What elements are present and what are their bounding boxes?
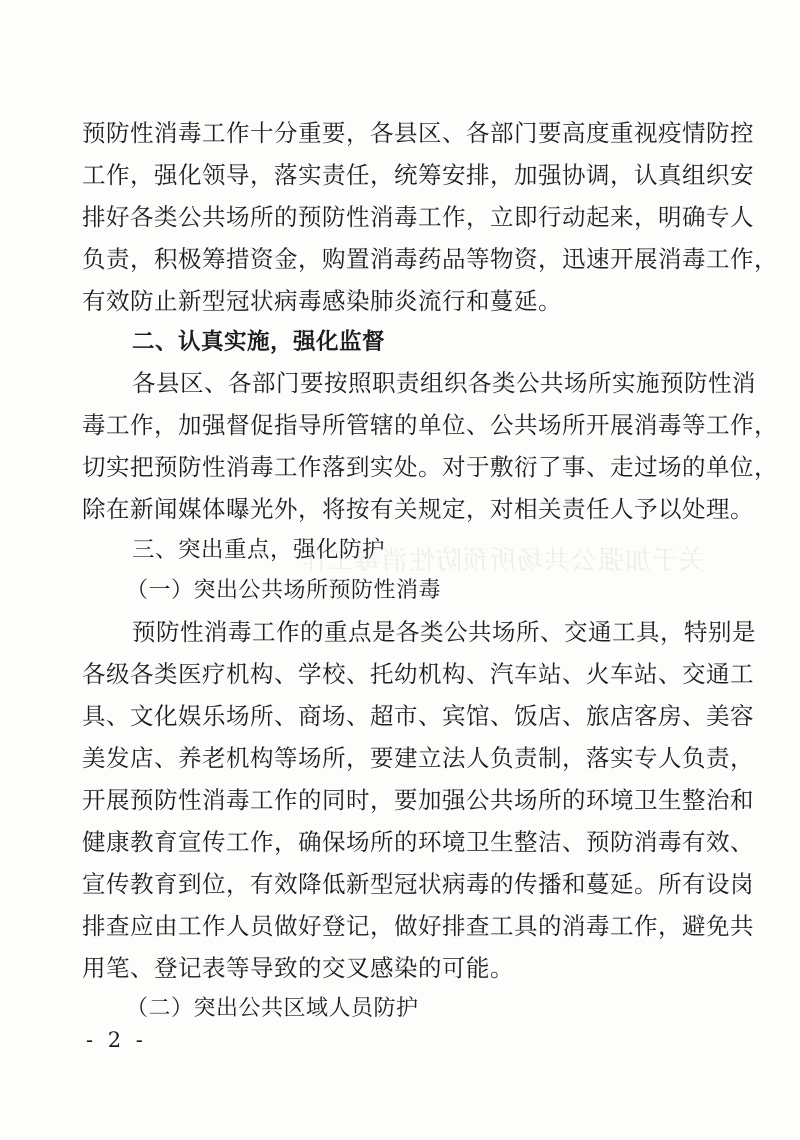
body-line: 工作，强化领导，落实责任，统筹安排，加强协调，认真组织安 xyxy=(82,161,754,189)
bleed-through-text: 关于加强公共场所预防性消毒工作 xyxy=(300,546,706,576)
body-line: 毒工作，加强督促指导所管辖的单位、公共场所开展消毒等工作， xyxy=(82,411,778,439)
body-line: 排好各类公共场所的预防性消毒工作，立即行动起来，明确专人 xyxy=(82,203,754,231)
body-line: 具、文化娱乐场所、商场、超市、宾馆、饭店、旅店客房、美容 xyxy=(82,702,754,730)
body-line: 预防性消毒工作的重点是各类公共场所、交通工具，特别是 xyxy=(132,618,756,646)
section-heading: 三、突出重点，强化防护 xyxy=(132,537,386,563)
body-line: 开展预防性消毒工作的同时，要加强公共场所的环境卫生整治和 xyxy=(82,786,754,814)
body-line: 美发店、养老机构等场所，要建立法人负责制，落实专人负责， xyxy=(82,744,754,772)
body-line: 预防性消毒工作十分重要，各县区、各部门要高度重视疫情防控 xyxy=(82,119,754,147)
body-line: 用笔、登记表等导致的交叉感染的可能。 xyxy=(82,954,514,982)
body-line: 宣传教育到位，有效降低新型冠状病毒的传播和蔓延。所有设岗 xyxy=(82,870,754,898)
subsection-heading: （二）突出公共区域人员防护 xyxy=(126,996,419,1021)
body-line: 有效防止新型冠状病毒感染肺炎流行和蔓延。 xyxy=(82,287,562,315)
body-line: 排查应由工作人员做好登记，做好排查工具的消毒工作，避免共 xyxy=(82,912,754,940)
body-line: 各级各类医疗机构、学校、托幼机构、汽车站、火车站、交通工 xyxy=(82,660,754,688)
body-line: 切实把预防性消毒工作落到实处。对于敷衍了事、走过场的单位， xyxy=(82,453,778,481)
body-line: 负责，积极筹措资金，购置消毒药品等物资，迅速开展消毒工作， xyxy=(82,245,778,273)
body-line: 各县区、各部门要按照职责组织各类公共场所实施预防性消 xyxy=(132,369,756,397)
body-line: 除在新闻媒体曝光外，将按有关规定，对相关责任人予以处理。 xyxy=(82,495,754,523)
page-number: - 2 - xyxy=(86,1028,147,1052)
subsection-heading: （一）突出公共场所预防性消毒 xyxy=(126,578,442,603)
body-line: 健康教育宣传工作，确保场所的环境卫生整洁、预防消毒有效、 xyxy=(82,828,754,856)
section-heading: 二、认真实施，强化监督 xyxy=(132,329,386,355)
